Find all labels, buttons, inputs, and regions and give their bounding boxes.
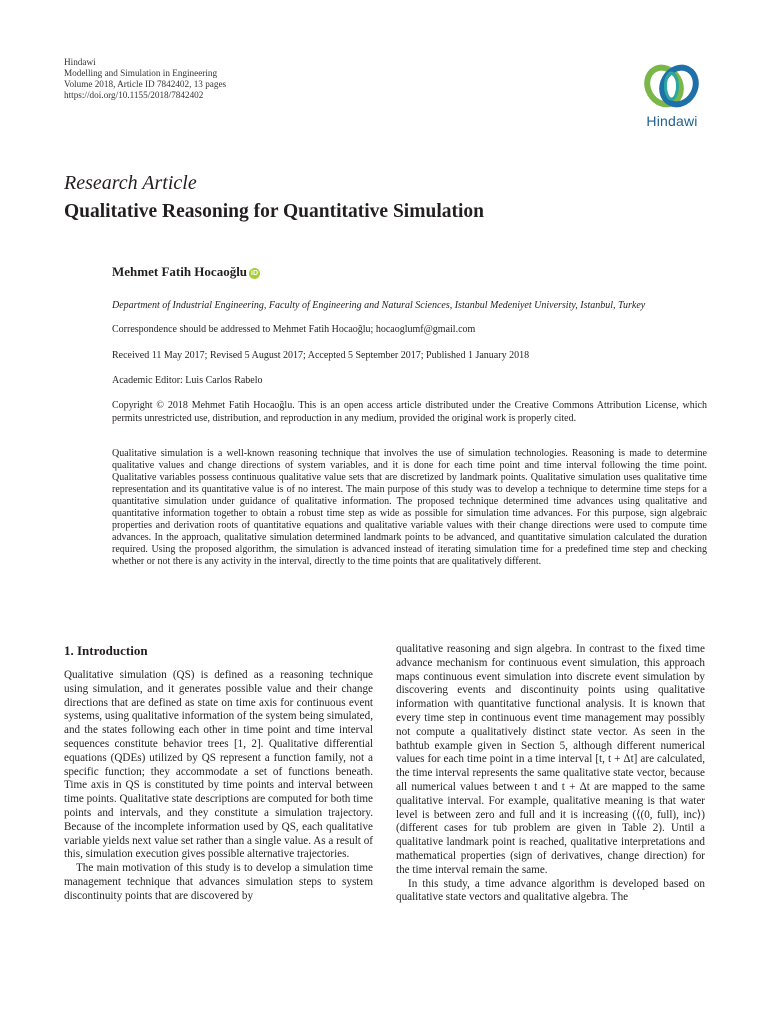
journal-name: Modelling and Simulation in Engineering [64, 68, 218, 78]
academic-editor: Academic Editor: Luis Carlos Rabelo [112, 375, 263, 386]
publisher-name: Hindawi [64, 57, 96, 67]
article-title: Qualitative Reasoning for Quantitative Simulation [64, 201, 484, 222]
author-name[interactable]: Mehmet Fatih Hocaoğlu [112, 264, 248, 279]
copyright-notice: Copyright © 2018 Mehmet Fatih Hocaoğlu. This is an open access article distributed under the Creative Commons Attribution License, which permits unrestricted use, distribution, and reproduction in any medium, provided the original work is properly cited. [112, 400, 707, 424]
section-heading-introduction: 1. Introduction [64, 643, 148, 658]
affiliation: Department of Industrial Engineering, Faculty of Engineering and Natural Sciences, Istanbul Medeniyet University, Istanbul, Turkey [112, 300, 646, 311]
hindawi-logo-text: Hindawi [646, 113, 698, 129]
correspondence: Correspondence should be addressed to Mehmet Fatih Hocaoğlu; hocaoglumf@gmail.com [112, 324, 476, 335]
doi-link[interactable]: https://doi.org/10.1155/2018/7842402 [64, 90, 204, 100]
orcid-icon[interactable]: iD [251, 270, 259, 277]
volume-line: Volume 2018, Article ID 7842402, 13 pages [64, 79, 227, 89]
paragraph: The main motivation of this study is to develop a simulation time management technique that advances simulation steps to system discontinuity points that are discovered by [64, 862, 373, 902]
author-line [112, 264, 260, 280]
body-column-left [64, 643, 373, 904]
paragraph: qualitative reasoning and sign algebra. In contrast to the fixed time advance mechanism for continuous event simulation, this approach maps continuous event simulation into discrete event simulation by discovering events and discontinuity points using qualitative information with quantitative functional analysis. It is known that every time step in continuous event time management may possibly not compute a qualitatively distinct state vector. As seen in the bathtub example given in Section 5, although different numerical values for each time point in a time interval [t, t + Δt] are calculated, the time interval represents the same qualitative state vector, because all numerical values between t and t + Δt are mapped to the same qualitative interval. For example, qualitative meaning is that water level is between zero and full and it is increasing (⟨(0, full), inc⟩) (different cases for tub problem are given in Table 2). Until a qualitative landmark point is reached, qualitative interpretations and mathematical properties (sign of derivatives, change direction) for the time interval remain the same. [396, 643, 705, 876]
journal-header [64, 57, 226, 101]
publication-dates: Received 11 May 2017; Revised 5 August 2017; Accepted 5 September 2017; Published 1 January 2018 [112, 350, 530, 361]
paragraph: In this study, a time advance algorithm is developed based on qualitative state vectors and qualitative algebra. The [396, 877, 705, 904]
body-column-right [396, 643, 705, 905]
paragraph: Qualitative simulation (QS) is defined as a reasoning technique using simulation, and it generates possible value and their change directions that are defined as state on time axis for continuous event systems, using qualitative information of the system being simulated, and the states following each other in time point and time interval sequences constitute behavior trees [1, 2]. Qualitative differential equations (QDEs) utilized by QS represent a function family, not a specific function; they accommodate a set of functions beneath. Time axis in QS is constituted by time points and interval between time points. Qualitative state descriptions are computed for both time points and intervals, and they constitute a simulation trajectory. Because of the incomplete information used by QS, each qualitative variable yields next value set rather than a single value. As a result of this, simulation execution gives possible alternative trajectories. [64, 669, 373, 861]
article-type: Research Article [64, 172, 197, 194]
abstract: Qualitative simulation is a well-known reasoning technique that involves the use of simulation technologies. Reasoning is made to determine qualitative values and change directions of system variables, and it is done for each time point and time interval following the time point. Qualitative variables possess continuous qualitative value sets that are discretized by landmark points. Qualitative simulation uses qualitative time representation and its quantitative value is of no interest. The main purpose of this study was to develop a technique to determine time steps for a quantitative simulation under guidance of qualitative information. The proposed technique determined time advances using qualitative and quantitative information together to obtain a robust time step as wide as possible for simulation time advances. For this purpose, sign algebraic properties and derivation roots of quantitative equations and qualitative variable values with their change directions were used to compute time advances. In the approach, qualitative simulation determined landmark points to be advanced, and quantitative simulation calculated the duration required. Using the proposed algorithm, the simulation is advanced instead of iterating simulation time for a predefined time step and checking whether or not there is any activity in the interval, directly to the time points that are qualitatively different. [112, 448, 707, 567]
